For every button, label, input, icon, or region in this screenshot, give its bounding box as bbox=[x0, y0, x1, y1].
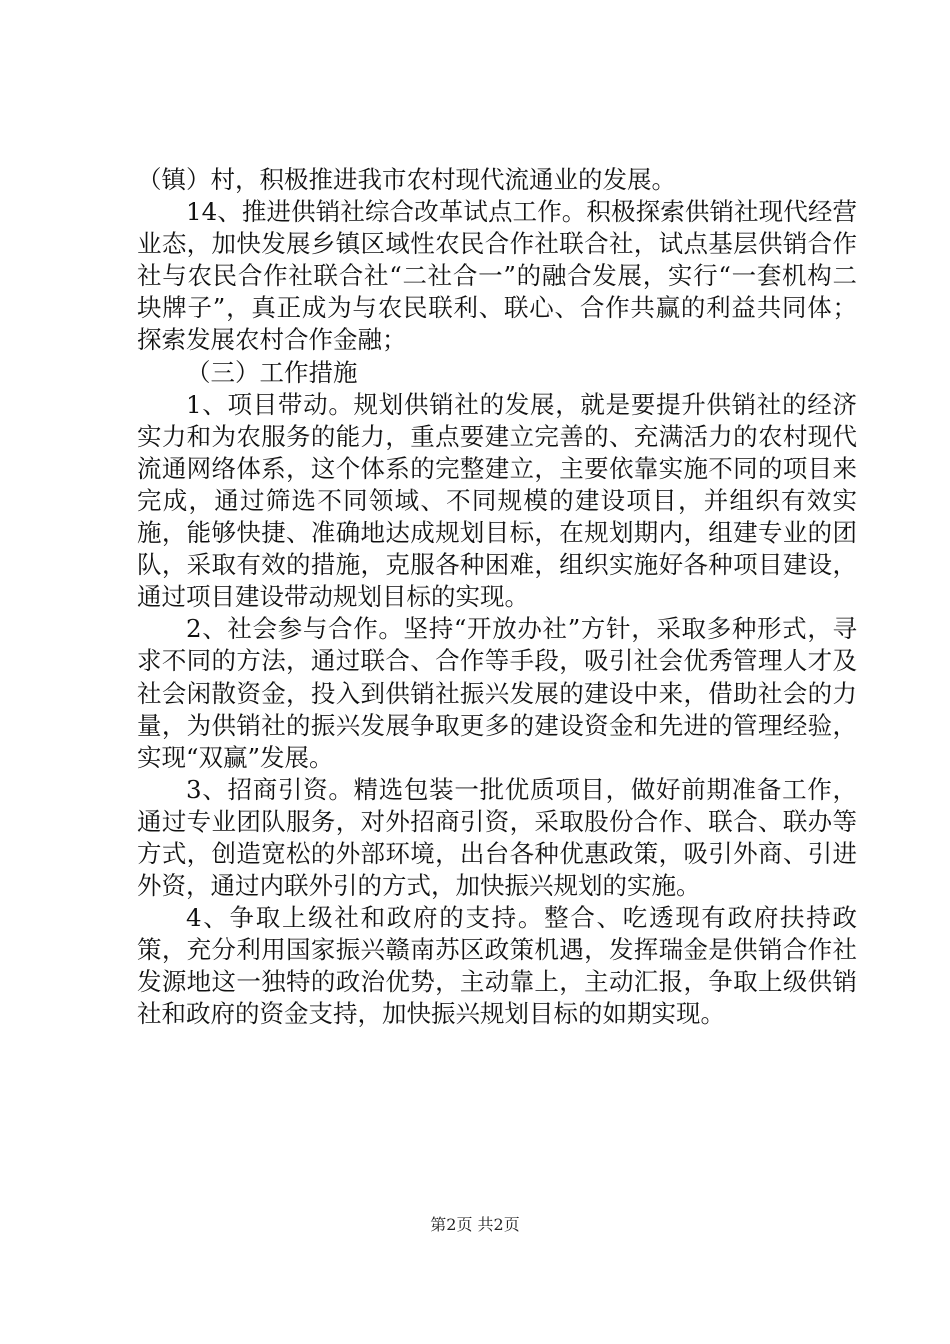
document-body bbox=[137, 164, 857, 1031]
paragraph-measure-2: 2、社会参与合作。坚持“开放办社”方针，采取多种形式，寻求不同的方法，通过联合、合作等手段，吸引社会优秀管理人才及社会闲散资金，投入到供销社振兴发展的建设中来，借助社会的力量，为供销社的振兴发展争取更多的建设资金和先进的管理经验，实现“双赢”发展。 bbox=[137, 614, 857, 772]
paragraph-item-14: 14、推进供销社综合改革试点工作。积极探索供销社现代经营业态，加快发展乡镇区域性农民合作社联合社，试点基层供销合作社与农民合作社联合社“二社合一”的融合发展，实行“一套机构二块牌子”，真正成为与农民联利、联心、合作共赢的利益共同体；探索发展农村合作金融； bbox=[137, 197, 857, 355]
page-footer bbox=[0, 1215, 950, 1235]
paragraph-measure-4: 4、争取上级社和政府的支持。整合、吃透现有政府扶持政策，充分利用国家振兴赣南苏区政策机遇，发挥瑞金是供销合作社发源地这一独特的政治优势，主动靠上，主动汇报，争取上级供销社和政府的资金支持，加快振兴规划目标的如期实现。 bbox=[137, 903, 857, 1029]
paragraph-continuation: （镇）村，积极推进我市农村现代流通业的发展。 bbox=[137, 165, 676, 194]
paragraph-measure-1: 1、项目带动。规划供销社的发展，就是要提升供销社的经济实力和为农服务的能力，重点要建立完善的、充满活力的农村现代流通网络体系，这个体系的完整建立，主要依靠实施不同的项目来完成，通过筛选不同领域、不同规模的建设项目，并组织有效实施，能够快捷、准确地达成规划目标，在规划期内，组建专业的团队，采取有效的措施，克服各种困难，组织实施好各种项目建设，通过项目建设带动规划目标的实现。 bbox=[137, 389, 857, 612]
section-heading-work-measures: （三）工作措施 bbox=[186, 357, 358, 387]
paragraph-measure-3: 3、招商引资。精选包装一批优质项目，做好前期准备工作，通过专业团队服务，对外招商引资，采取股份合作、联合、联办等方式，创造宽松的外部环境，出台各种优惠政策，吸引外商、引进外资，通过内联外引的方式，加快振兴规划的实施。 bbox=[137, 774, 857, 901]
page-number-label: 第2页 共2页 bbox=[430, 1215, 520, 1234]
